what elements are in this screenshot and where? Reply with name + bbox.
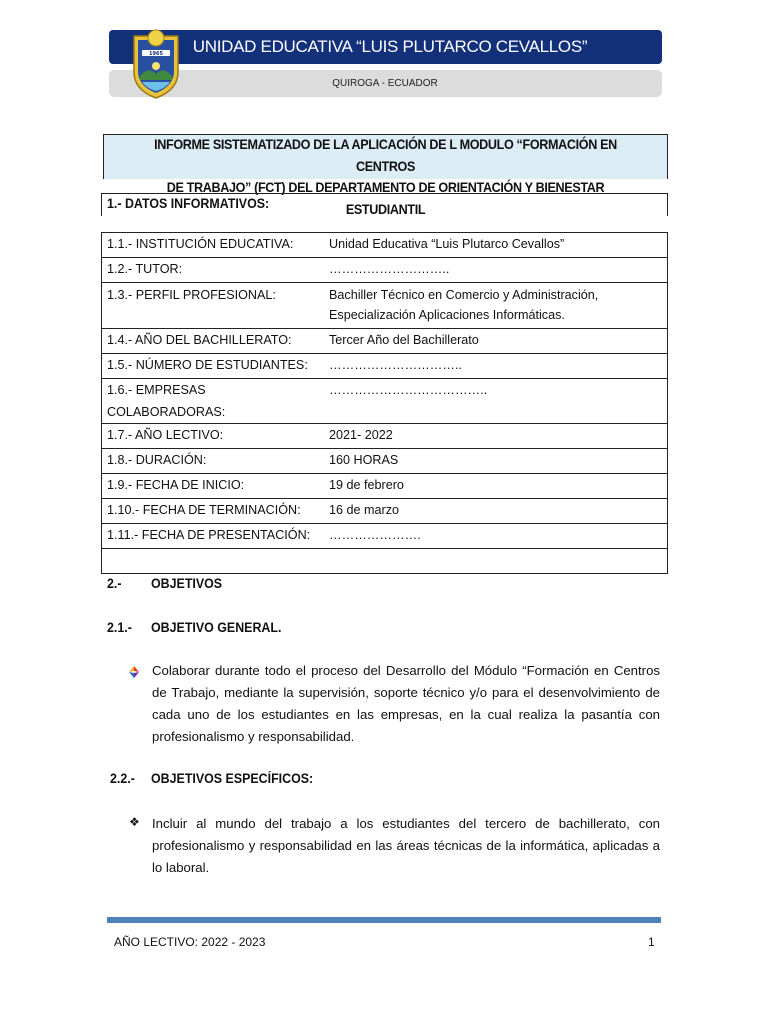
arrow-bullet-icon: [128, 666, 140, 678]
specific-objectives-number: 2.2.-: [110, 771, 135, 786]
section2-title: OBJETIVOS: [151, 576, 223, 591]
row-value-line1: Bachiller Técnico en Comercio y Administración,: [329, 288, 599, 302]
row-label: 1.9.- FECHA DE INICIO:: [102, 474, 325, 499]
diamond-bullet-icon: ❖: [129, 815, 140, 829]
table-row: [102, 449, 668, 474]
table-row-empty: [102, 549, 668, 574]
table-row: [102, 258, 668, 283]
table-row: [102, 283, 668, 329]
section1-title: 1.- DATOS INFORMATIVOS:: [107, 196, 270, 211]
info-table: [101, 232, 668, 574]
row-value: 160 HORAS: [324, 449, 668, 474]
row-label: 1.10.- FECHA DE TERMINACIÓN:: [102, 499, 325, 524]
footer-bar: [107, 917, 661, 923]
row-label: 1.5.- NÚMERO DE ESTUDIANTES:: [102, 354, 325, 379]
report-title-line2: DE TRABAJO” (FCT) DEL DEPARTAMENTO DE ORIENTACIÓN Y BIENESTAR ESTUDIANTIL: [166, 179, 605, 217]
table-row: [102, 499, 668, 524]
row-value: Unidad Educativa “Luis Plutarco Cevallos”: [324, 233, 668, 258]
table-row: [102, 354, 668, 379]
general-objective-number: 2.1.-: [107, 620, 132, 635]
school-name: UNIDAD EDUCATIVA “LUIS PLUTARCO CEVALLOS”: [192, 37, 588, 56]
school-crest-logo: [130, 28, 182, 100]
row-value: 16 de marzo: [324, 499, 668, 524]
table-row: [102, 233, 668, 258]
empty-cell: [102, 549, 668, 574]
specific-objective-text: Incluir al mundo del trabajo a los estudiantes del tercero de bachillerato, con profesionalismo y responsabilidad en las áreas técnicas de la informática, aplicadas a lo laboral.: [152, 816, 660, 875]
report-title-line1: INFORME SISTEMATIZADO DE LA APLICACIÓN DE L MODULO “FORMACIÓN EN CENTROS: [154, 136, 617, 174]
row-value: ………………….: [324, 524, 668, 549]
row-value: [324, 283, 668, 329]
location-text: QUIROGA - ECUADOR: [332, 78, 438, 89]
table-row: [102, 329, 668, 354]
logo-year: 1965: [149, 51, 163, 57]
row-label: 1.2.- TUTOR:: [102, 258, 325, 283]
general-objective-text: Colaborar durante todo el proceso del Desarrollo del Módulo “Formación en Centros de Trabajo, mediante la supervisión, soporte técnico y/o para el desenvolvimiento de cada uno de los estudiantes en las empresas, en la cual realiza la pasantía con profesionalismo y responsabilidad.: [152, 663, 660, 744]
row-value: 19 de febrero: [324, 474, 668, 499]
row-value: ………………………………..: [324, 379, 668, 424]
table-row: [102, 379, 668, 424]
section2-number: 2.-: [107, 576, 122, 591]
table-row: [102, 474, 668, 499]
row-value: Tercer Año del Bachillerato: [324, 329, 668, 354]
footer-school-year: AÑO LECTIVO: 2022 - 2023: [114, 935, 266, 949]
general-objective-title: OBJETIVO GENERAL.: [151, 620, 282, 635]
row-value: …………………………..: [324, 354, 668, 379]
row-value: 2021- 2022: [324, 424, 668, 449]
row-label: 1.6.- EMPRESAS COLABORADORAS:: [102, 379, 325, 424]
row-value-line2: Especialización Aplicaciones Informáticas.: [329, 308, 565, 322]
row-label: 1.3.- PERFIL PROFESIONAL:: [102, 283, 325, 329]
row-value: ………………………..: [324, 258, 668, 283]
row-label: 1.1.- INSTITUCIÓN EDUCATIVA:: [102, 233, 325, 258]
specific-objectives-title: OBJETIVOS ESPECÍFICOS:: [151, 771, 314, 786]
row-label: 1.4.- AÑO DEL BACHILLERATO:: [102, 329, 325, 354]
row-label: 1.7.- AÑO LECTIVO:: [102, 424, 325, 449]
row-label: 1.11.- FECHA DE PRESENTACIÓN:: [102, 524, 325, 549]
row-label: 1.8.- DURACIÓN:: [102, 449, 325, 474]
page-number: 1: [648, 935, 655, 949]
table-row: [102, 524, 668, 549]
table-row: [102, 424, 668, 449]
